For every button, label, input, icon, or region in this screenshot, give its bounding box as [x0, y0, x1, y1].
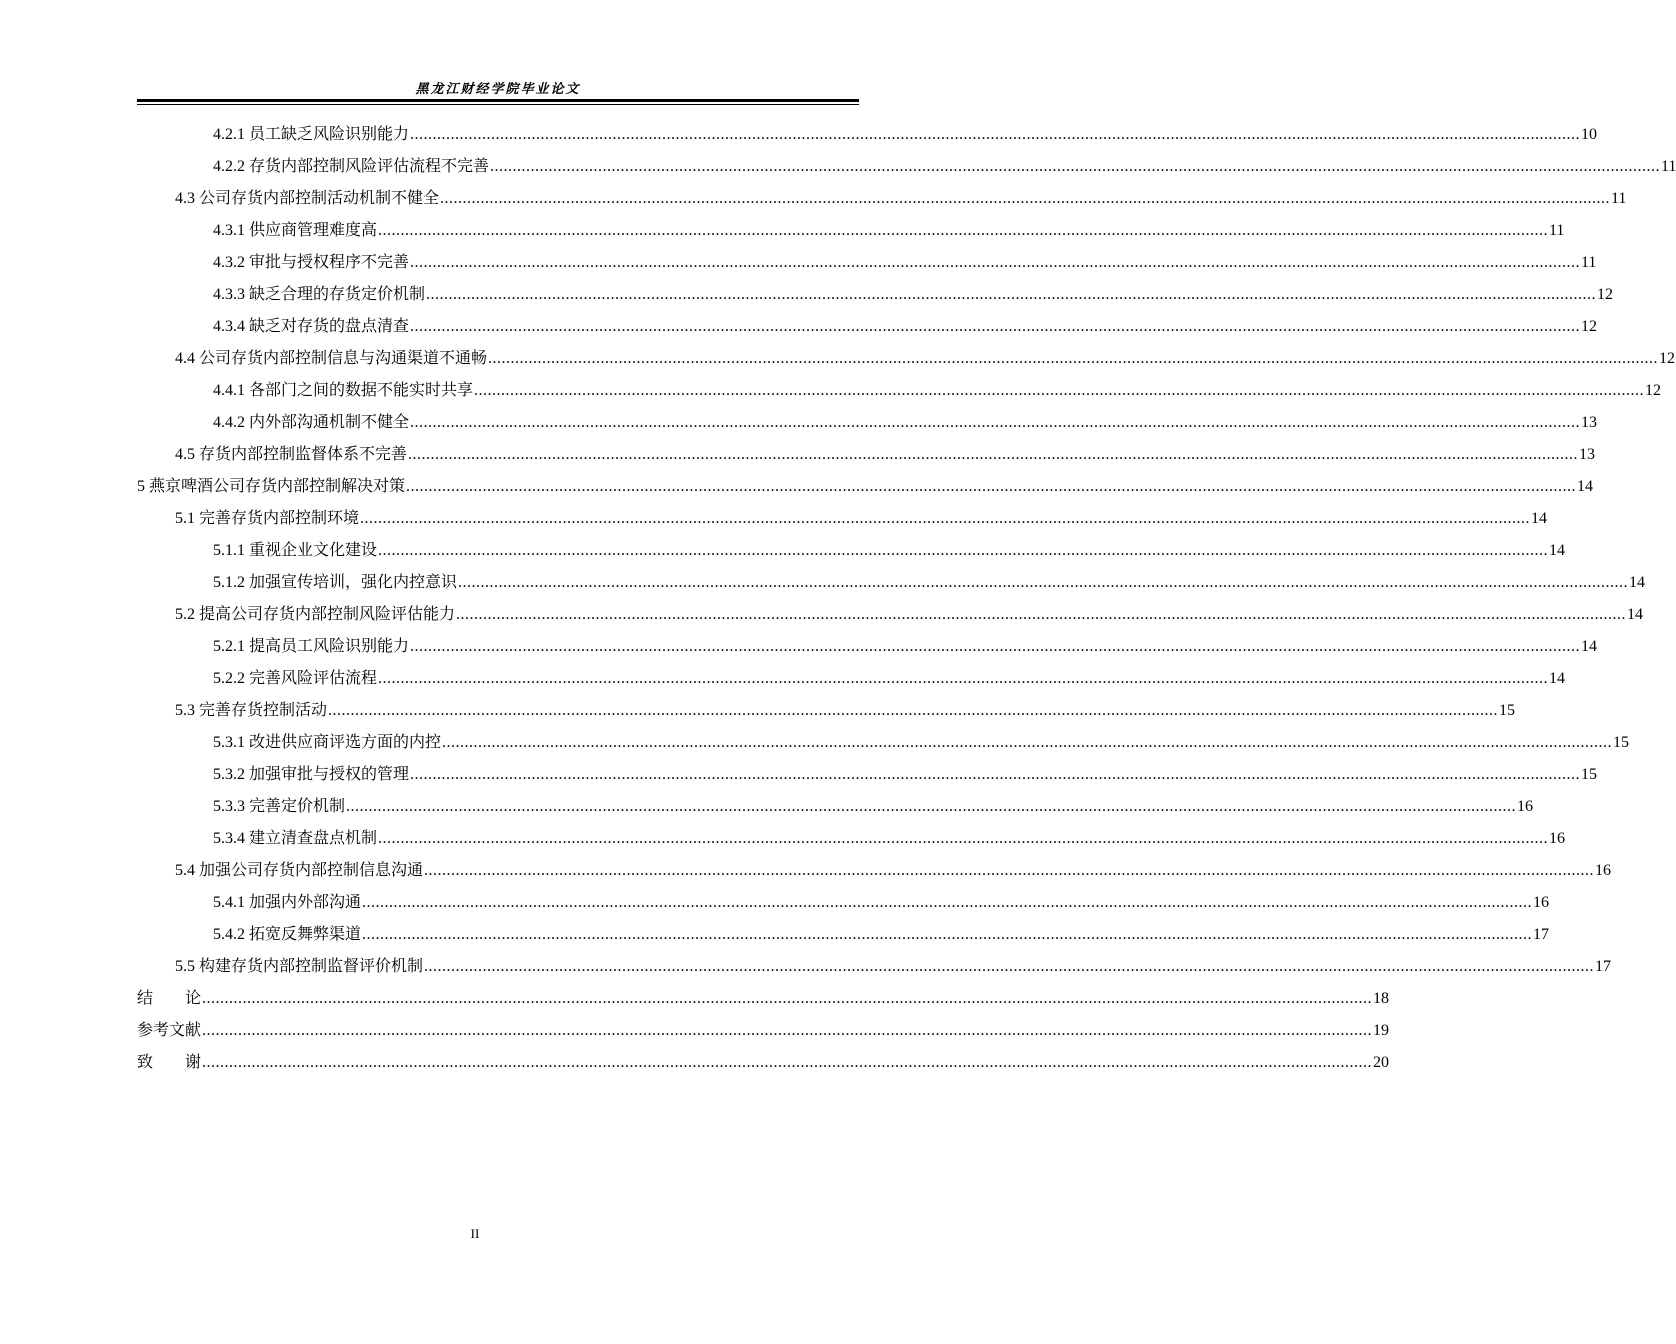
toc-leader-dots: ....................................................................................................................................................................................................................................................................	[202, 1054, 1373, 1071]
toc-entry[interactable]	[213, 247, 1597, 279]
toc-entry-title: 4.3.2 审批与授权程序不完善	[213, 254, 410, 271]
toc-leader-dots: ....................................................................................................................................................................................................................................................................	[490, 158, 1661, 175]
toc-entry-title: 5.1.1 重视企业文化建设	[213, 542, 378, 559]
toc-entry[interactable]	[175, 855, 1612, 887]
toc-entry-page: 15	[1499, 702, 1516, 719]
toc-leader-dots: ....................................................................................................................................................................................................................................................................	[458, 574, 1629, 591]
toc-leader-dots: ....................................................................................................................................................................................................................................................................	[378, 542, 1549, 559]
toc-leader-dots: ....................................................................................................................................................................................................................................................................	[378, 670, 1549, 687]
toc-entry-page: 17	[1533, 926, 1550, 943]
toc-leader-dots: ....................................................................................................................................................................................................................................................................	[424, 862, 1595, 879]
toc-entry-page: 19	[1373, 1022, 1390, 1039]
toc-entry-title: 5.1 完善存货内部控制环境	[175, 510, 360, 527]
toc-entry-title: 参考文献	[137, 1022, 202, 1039]
header-rule-thick	[137, 99, 859, 102]
toc-entry-title: 4.4.2 内外部沟通机制不健全	[213, 414, 410, 431]
toc-leader-dots: ....................................................................................................................................................................................................................................................................	[202, 990, 1373, 1007]
toc-entry-page: 14	[1627, 606, 1644, 623]
toc-entry[interactable]	[213, 279, 1614, 311]
toc-leader-dots: ....................................................................................................................................................................................................................................................................	[360, 510, 1531, 527]
toc-leader-dots: ....................................................................................................................................................................................................................................................................	[346, 798, 1517, 815]
toc-entry-page: 11	[1581, 254, 1597, 271]
toc-entry[interactable]	[213, 823, 1566, 855]
toc-entry-page: 14	[1549, 542, 1566, 559]
toc-entry-title: 致 谢	[137, 1054, 202, 1071]
toc-entry-page: 14	[1577, 478, 1594, 495]
toc-entry[interactable]	[213, 791, 1534, 823]
toc-entry-title: 5.3.2 加强审批与授权的管理	[213, 766, 410, 783]
toc-entry-page: 14	[1531, 510, 1548, 527]
toc-entry-page: 12	[1659, 350, 1676, 367]
toc-entry-page: 16	[1549, 830, 1566, 847]
toc-entry-title: 4.3 公司存货内部控制活动机制不健全	[175, 190, 440, 207]
toc-leader-dots: ....................................................................................................................................................................................................................................................................	[488, 350, 1659, 367]
toc-leader-dots: ....................................................................................................................................................................................................................................................................	[202, 1022, 1373, 1039]
toc-entry-title: 5.4 加强公司存货内部控制信息沟通	[175, 862, 424, 879]
toc-entry-page: 17	[1595, 958, 1612, 975]
toc-leader-dots: ....................................................................................................................................................................................................................................................................	[474, 382, 1645, 399]
toc-leader-dots: ....................................................................................................................................................................................................................................................................	[410, 126, 1581, 143]
toc-entry-page: 12	[1645, 382, 1662, 399]
toc-entry-page: 14	[1581, 638, 1598, 655]
toc-entry-title: 4.2.1 员工缺乏风险识别能力	[213, 126, 410, 143]
toc-entry[interactable]	[213, 375, 1662, 407]
toc-leader-dots: ....................................................................................................................................................................................................................................................................	[378, 830, 1549, 847]
toc-entry[interactable]	[137, 471, 1594, 503]
toc-entry[interactable]	[213, 759, 1598, 791]
toc-entry-page: 16	[1595, 862, 1612, 879]
toc-entry-title: 5 燕京啤酒公司存货内部控制解决对策	[137, 478, 406, 495]
page-number: II	[470, 1226, 480, 1241]
toc-entry-title: 5.5 构建存货内部控制监督评价机制	[175, 958, 424, 975]
toc-entry-title: 5.4.2 拓宽反舞弊渠道	[213, 926, 362, 943]
toc-entry[interactable]	[175, 503, 1548, 535]
toc-leader-dots: ....................................................................................................................................................................................................................................................................	[410, 318, 1581, 335]
toc-entry-title: 4.3.1 供应商管理难度高	[213, 222, 378, 239]
toc-leader-dots: ....................................................................................................................................................................................................................................................................	[410, 414, 1581, 431]
toc-entry[interactable]	[213, 151, 1676, 183]
toc-leader-dots: ....................................................................................................................................................................................................................................................................	[406, 478, 1577, 495]
toc-entry[interactable]	[213, 311, 1598, 343]
toc-entry-page: 16	[1533, 894, 1550, 911]
toc-entry-page: 13	[1581, 414, 1598, 431]
toc-entry[interactable]	[213, 887, 1550, 919]
toc-entry-title: 5.2.2 完善风险评估流程	[213, 670, 378, 687]
toc-leader-dots: ....................................................................................................................................................................................................................................................................	[426, 286, 1597, 303]
toc-leader-dots: ....................................................................................................................................................................................................................................................................	[362, 926, 1533, 943]
toc-entry-title: 结 论	[137, 990, 202, 1007]
toc-entry-page: 13	[1579, 446, 1596, 463]
toc-leader-dots: ....................................................................................................................................................................................................................................................................	[410, 766, 1581, 783]
toc-entry[interactable]	[137, 983, 1390, 1015]
toc-entry-page: 11	[1661, 158, 1676, 175]
toc-entry[interactable]	[137, 1047, 1390, 1079]
toc-entry[interactable]	[213, 631, 1598, 663]
toc-entry-page: 15	[1581, 766, 1598, 783]
toc-entry[interactable]	[175, 343, 1676, 375]
toc-entry-page: 14	[1549, 670, 1566, 687]
toc-entry-page: 16	[1517, 798, 1534, 815]
toc-leader-dots: ....................................................................................................................................................................................................................................................................	[408, 446, 1579, 463]
toc-entry-page: 11	[1549, 222, 1565, 239]
toc-entry-title: 4.4 公司存货内部控制信息与沟通渠道不通畅	[175, 350, 488, 367]
toc-entry-title: 4.3.3 缺乏合理的存货定价机制	[213, 286, 426, 303]
toc-entry-title: 4.3.4 缺乏对存货的盘点清查	[213, 318, 410, 335]
toc-entry-page: 12	[1581, 318, 1598, 335]
header-rule-thin	[137, 104, 859, 105]
toc-leader-dots: ....................................................................................................................................................................................................................................................................	[456, 606, 1627, 623]
toc-entry-title: 5.1.2 加强宣传培训，强化内控意识	[213, 574, 458, 591]
toc-leader-dots: ....................................................................................................................................................................................................................................................................	[410, 254, 1581, 271]
toc-entry-title: 5.3 完善存货控制活动	[175, 702, 328, 719]
toc-entry-page: 10	[1581, 126, 1598, 143]
toc-leader-dots: ....................................................................................................................................................................................................................................................................	[362, 894, 1533, 911]
toc-entry[interactable]	[175, 439, 1596, 471]
toc-entry[interactable]	[213, 663, 1566, 695]
toc-entry[interactable]	[213, 535, 1566, 567]
toc-entry[interactable]	[213, 119, 1598, 151]
toc-entry[interactable]	[213, 567, 1646, 599]
toc-leader-dots: ....................................................................................................................................................................................................................................................................	[440, 190, 1611, 207]
toc-entry-title: 5.3.4 建立清查盘点机制	[213, 830, 378, 847]
toc-leader-dots: ....................................................................................................................................................................................................................................................................	[328, 702, 1499, 719]
toc-entry-page: 15	[1613, 734, 1630, 751]
toc-entry[interactable]	[213, 407, 1598, 439]
toc-entry-title: 5.2 提高公司存货内部控制风险评估能力	[175, 606, 456, 623]
toc-entry[interactable]	[213, 727, 1630, 759]
toc-entry[interactable]	[213, 919, 1550, 951]
toc-entry-title: 4.4.1 各部门之间的数据不能实时共享	[213, 382, 474, 399]
toc-entry-page: 11	[1611, 190, 1627, 207]
toc-entry-title: 4.5 存货内部控制监督体系不完善	[175, 446, 408, 463]
toc-entry-title: 5.2.1 提高员工风险识别能力	[213, 638, 410, 655]
toc-leader-dots: ....................................................................................................................................................................................................................................................................	[378, 222, 1549, 239]
toc-entry[interactable]	[213, 215, 1565, 247]
toc-entry[interactable]	[175, 695, 1516, 727]
toc-entry[interactable]	[175, 951, 1612, 983]
toc-leader-dots: ....................................................................................................................................................................................................................................................................	[442, 734, 1613, 751]
toc-entry-title: 5.3.3 完善定价机制	[213, 798, 346, 815]
toc-entry[interactable]	[175, 183, 1627, 215]
toc-entry-title: 4.2.2 存货内部控制风险评估流程不完善	[213, 158, 490, 175]
toc-entry-page: 12	[1597, 286, 1614, 303]
toc-entry-page: 20	[1373, 1054, 1390, 1071]
toc-entry-title: 5.3.1 改进供应商评选方面的内控	[213, 734, 442, 751]
toc-entry-page: 18	[1373, 990, 1390, 1007]
toc-entry-title: 5.4.1 加强内外部沟通	[213, 894, 362, 911]
toc-entry-page: 14	[1629, 574, 1646, 591]
toc-leader-dots: ....................................................................................................................................................................................................................................................................	[410, 638, 1581, 655]
running-header: 黑龙江财经学院毕业论文	[415, 81, 581, 96]
toc-entry[interactable]	[175, 599, 1644, 631]
toc-entry[interactable]	[137, 1015, 1390, 1047]
toc-leader-dots: ....................................................................................................................................................................................................................................................................	[424, 958, 1595, 975]
